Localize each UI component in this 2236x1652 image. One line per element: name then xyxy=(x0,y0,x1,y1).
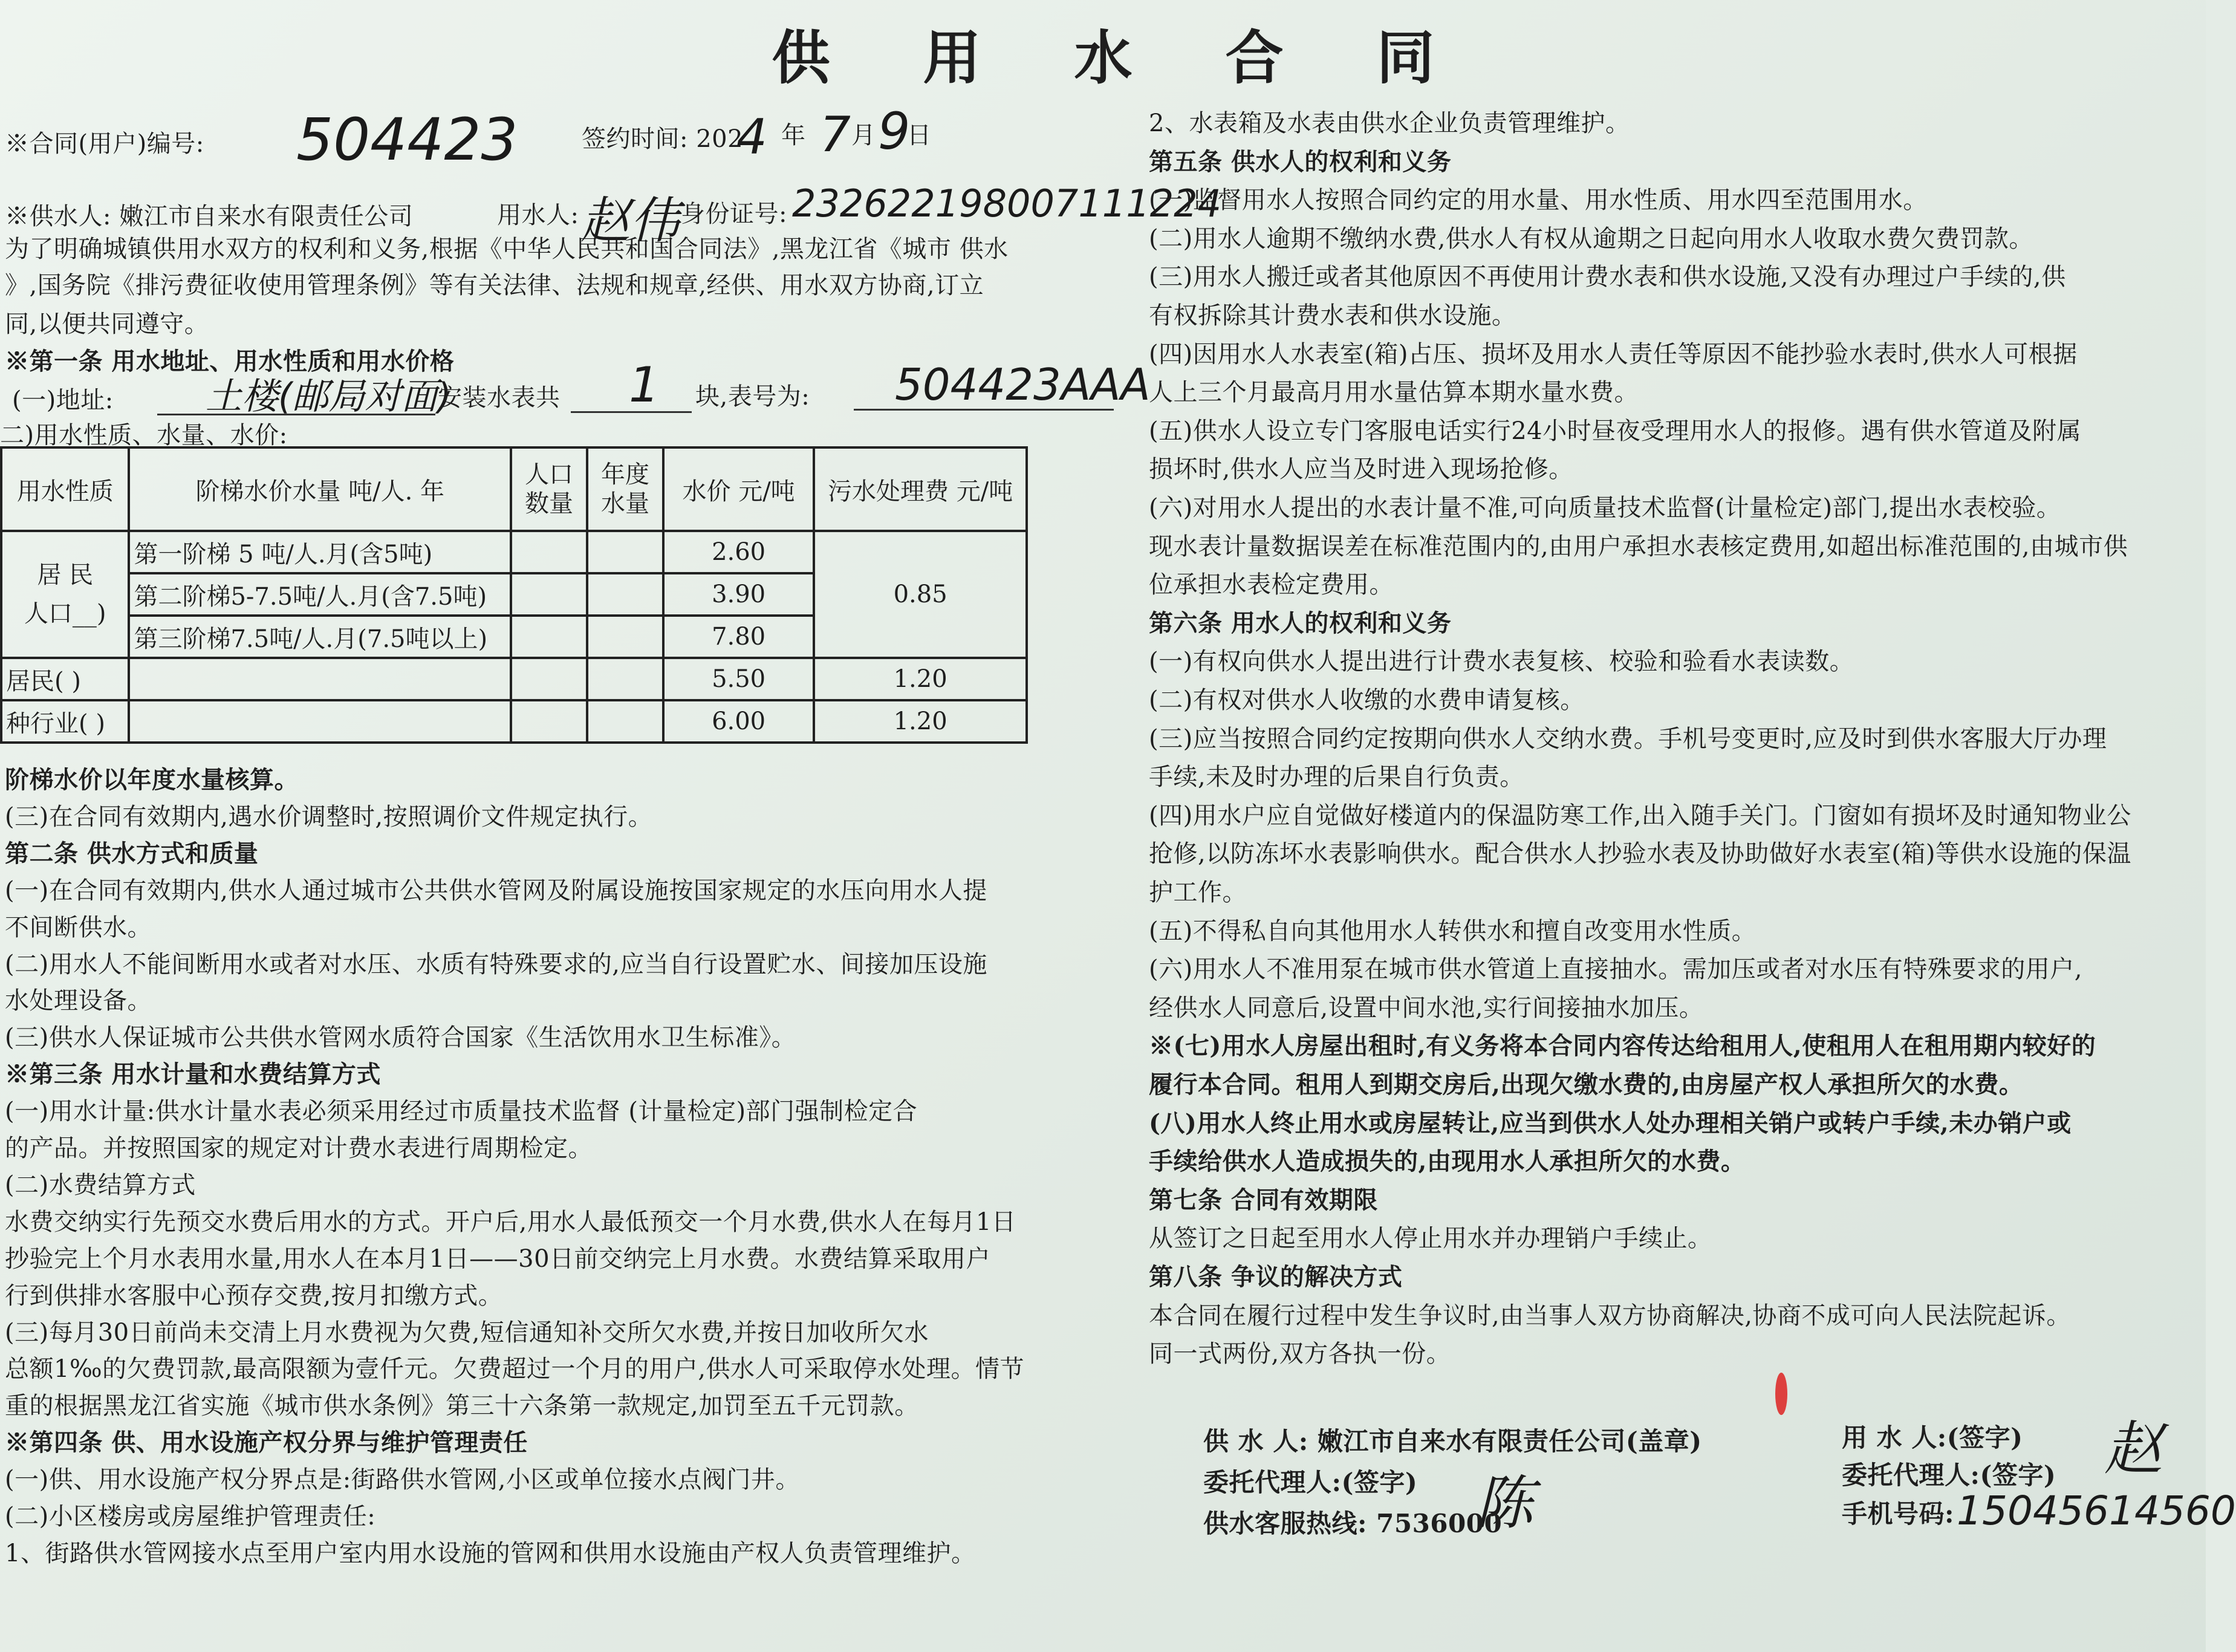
title-char: 合 xyxy=(1225,24,1284,92)
text-line: (一)供、用水设施产权分界点是:街路供水管网,小区或单位接水点阀门井。 xyxy=(5,1466,800,1494)
title-char: 用 xyxy=(923,24,982,92)
header-cell: 年度 水量 xyxy=(587,447,663,531)
text-line: (四)因用水人水表室(箱)占压、损坏及用水人责任等原因不能抄验水表时,供水人可根据 xyxy=(1149,340,2078,368)
tier-label xyxy=(129,700,511,743)
sign-month: 7 xyxy=(820,106,851,163)
text-line: 护工作。 xyxy=(1149,879,1247,906)
text-line: 抄验完上个月水表用水量,用水人在本月1日——30日前交纳完上月水费。水费结算采取用户 xyxy=(5,1244,991,1273)
title-char: 水 xyxy=(1074,24,1133,92)
title-char: 供 xyxy=(772,24,831,92)
population-cell xyxy=(511,616,587,658)
text-line: (三)用水人搬迁或者其他原因不再使用计费水表和供水设施,又没有办理过户手续的,供 xyxy=(1149,263,2066,291)
sewage-cell: 1.20 xyxy=(814,658,1027,700)
annual-volume-cell xyxy=(587,531,663,573)
preamble-line: 》,国务院《排污费征收使用管理条例》等有关法律、法规和规章,经供、用水双方协商,订立 xyxy=(5,272,984,299)
text-line: (六)用水人不准用泵在城市供水管道上直接抽水。需加压或者对水压有特殊要求的用户, xyxy=(1149,955,2082,984)
red-seal-mark xyxy=(1775,1373,1787,1415)
meter-count-handwritten: 1 xyxy=(629,357,660,413)
text-line: (二)有权对供水人收缴的水费申请复核。 xyxy=(1149,686,1585,714)
text-line: 经供水人同意后,设置中间水池,实行间接抽水加压。 xyxy=(1149,993,1704,1022)
section-heading: 第五条 供水人的权利和义务 xyxy=(1149,147,1452,176)
text-line: (四)用水户应自觉做好楼道内的保温防寒工作,出入随手关门。门窗如有损坏及时通知物业公 xyxy=(1149,801,2131,830)
text-line: (二)小区楼房或房屋维护管理责任: xyxy=(5,1503,376,1530)
phone-handwritten: 15045614560 xyxy=(1957,1488,2236,1534)
supplier-signature-line: 供 水 人: 嫩江市自来水有限责任公司(盖章) xyxy=(1203,1426,1702,1456)
annual-volume-cell xyxy=(587,658,663,700)
population-cell xyxy=(511,573,587,616)
price-cell: 3.90 xyxy=(663,573,814,616)
text-line: 总额1‰的欠费罚款,最高限额为壹仟元。欠费超过一个月的用户,供水人可采取停水处理。情节 xyxy=(5,1355,1025,1384)
preamble-line: 为了明确城镇供用水双方的权利和义务,根据《中华人民共和国合同法》,黑龙江省《城市 供水 xyxy=(5,235,1009,263)
price-cell: 2.60 xyxy=(663,531,814,573)
section-heading: 阶梯水价以年度水量核算。 xyxy=(5,766,299,794)
text-line: 本合同在履行过程中发生争议时,由当事人双方协商解决,协商不成可向人民法院起诉。 xyxy=(1149,1301,2071,1330)
user-agent-label: 委托代理人:(签字) xyxy=(1842,1460,2056,1490)
title-char: 同 xyxy=(1376,24,1435,92)
table-row xyxy=(1,700,1027,743)
text-line: 2、水表箱及水表由供水企业负责管理维护。 xyxy=(1149,109,1630,137)
user-signature-label: 用 水 人:(签字) xyxy=(1842,1423,2023,1452)
text-line: (六)对用水人提出的水表计量不准,可向质量技术监督(计量检定)部门,提出水表校验。 xyxy=(1149,494,2061,522)
text-line: 抢修,以防冻坏水表影响供水。配合供水人抄验水表及协助做好水表室(箱)等供水设施的保温 xyxy=(1149,840,2131,868)
water-rate-table xyxy=(0,446,1028,744)
supplier-line: ※供水人: 嫩江市自来水有限责任公司 xyxy=(5,203,414,230)
text-line: 同一式两份,双方各执一份。 xyxy=(1149,1340,1451,1368)
table-row xyxy=(1,658,1027,700)
text-line: (一)监督用水人按照合同约定的用水量、用水性质、用水四至范围用水。 xyxy=(1149,186,1928,215)
meter-no-label: 块,表号为: xyxy=(695,383,810,411)
annual-volume-cell xyxy=(587,700,663,743)
supplier-agent-signature: 陈 xyxy=(1475,1469,1533,1537)
user-name-handwritten: 赵伟 xyxy=(580,192,680,250)
month-label: 月 xyxy=(851,122,876,149)
price-cell: 7.80 xyxy=(663,616,814,658)
user-label: 用水人: xyxy=(497,201,579,229)
section-heading: 履行本合同。租用人到期交房后,出现欠缴水费的,由房屋产权人承担所欠的水费。 xyxy=(1149,1070,2024,1099)
meter-no-handwritten: 504423AAA xyxy=(895,359,1151,410)
contract-no-label: ※合同(用户)编号: xyxy=(5,130,204,158)
sign-year-digit: 4 xyxy=(736,109,767,165)
annual-volume-cell xyxy=(587,573,663,616)
header-cell: 人口 数量 xyxy=(511,447,587,531)
text-line: 从签订之日起至用水人停止用水并办理销户手续止。 xyxy=(1149,1224,1712,1253)
item-2-label: 二)用水性质、水量、水价: xyxy=(0,421,288,449)
year-label: 年 xyxy=(781,122,806,149)
text-line: 手续,未及时办理的后果自行负责。 xyxy=(1149,763,1524,792)
tier-label: 第一阶梯 5 吨/人.月(含5吨) xyxy=(129,531,511,573)
section-heading: 第六条 用水人的权利和义务 xyxy=(1149,608,1452,637)
text-line: (五)供水人设立专门客服电话实行24小时昼夜受理用水人的报修。遇有供水管道及附属 xyxy=(1149,417,2082,445)
address-handwritten: 土楼(邮局对面) xyxy=(206,376,452,418)
category-label: 种行业( ) xyxy=(1,700,129,743)
header-cell: 污水处理费 元/吨 xyxy=(814,447,1027,531)
contract-no-handwritten: 504423 xyxy=(296,106,518,174)
text-line: 水处理设备。 xyxy=(5,987,152,1015)
annual-volume-cell xyxy=(587,616,663,658)
section-heading: ※第四条 供、用水设施产权分界与维护管理责任 xyxy=(5,1428,528,1457)
category-label: 居民( ) xyxy=(1,658,129,700)
tier-label: 第二阶梯5-7.5吨/人.月(含7.5吨) xyxy=(129,573,511,616)
supplier-agent-label: 委托代理人:(签字) xyxy=(1203,1468,1418,1497)
text-line: 行到供排水客服中心预存交费,按月扣缴方式。 xyxy=(5,1281,503,1310)
section-heading: ※第三条 用水计量和水费结算方式 xyxy=(5,1060,381,1089)
text-line: 重的根据黑龙江省实施《城市供水条例》第三十六条第一款规定,加罚至五千元罚款。 xyxy=(5,1392,919,1420)
price-cell: 6.00 xyxy=(663,700,814,743)
section-heading: 手续给供水人造成损失的,由现用水人承担所欠的水费。 xyxy=(1149,1147,1746,1176)
sewage-cell: 0.85 xyxy=(814,531,1027,658)
section-heading: 第八条 争议的解决方式 xyxy=(1149,1263,1403,1291)
text-line: 水费交纳实行先预交水费后用水的方式。开户后,用水人最低预交一个月水费,供水人在每月1日 xyxy=(5,1208,1016,1236)
tier-label: 第三阶梯7.5吨/人.月(7.5吨以上) xyxy=(129,616,511,658)
tier-label xyxy=(129,658,511,700)
header-cell: 用水性质 xyxy=(1,447,129,531)
text-line: 位承担水表检定费用。 xyxy=(1149,571,1394,599)
section-heading: ※(七)用水人房屋出租时,有义务将本合同内容传达给租用人,使租用人在租用期内较好的 xyxy=(1149,1032,2096,1061)
id-label: 身份证号: xyxy=(681,200,787,228)
section-heading: 第七条 合同有效期限 xyxy=(1149,1185,1378,1214)
resident-cell: 居 民 人口__) xyxy=(1,531,129,658)
text-line: (三)每月30日前尚未交清上月水费视为欠费,短信通知补交所欠水费,并按日加收所欠水 xyxy=(5,1318,929,1347)
text-line: (二)用水人不能间断用水或者对水压、水质有特殊要求的,应当自行设置贮水、间接加压设施 xyxy=(5,950,987,978)
service-hotline: 供水客服热线: 7536000 xyxy=(1203,1509,1503,1538)
population-cell xyxy=(511,700,587,743)
text-line: (三)应当按照合同约定按期向供水人交纳水费。手机号变更时,应及时到供水客服大厅办理 xyxy=(1149,724,2107,753)
text-line: (二)水费结算方式 xyxy=(5,1171,196,1199)
table-row xyxy=(1,531,1027,573)
text-line: 不间断供水。 xyxy=(5,913,152,941)
header-cell: 阶梯水价水量 吨/人. 年 xyxy=(129,447,511,531)
text-line: (一)有权向供水人提出进行计费水表复核、校验和验看水表读数。 xyxy=(1149,648,1854,676)
text-line: (一)在合同有效期内,供水人通过城市公共供水管网及附属设施按国家规定的水压向用水人提 xyxy=(5,876,987,905)
preamble-line: 同,以便共同遵守。 xyxy=(5,310,209,338)
user-signature: 赵 xyxy=(2104,1415,2162,1483)
text-line: (五)不得私自向其他用水人转供水和擅自改变用水性质。 xyxy=(1149,917,1757,945)
section-heading: 第二条 供水方式和质量 xyxy=(5,839,259,868)
sewage-cell: 1.20 xyxy=(814,700,1027,743)
address-label: (一)地址: xyxy=(12,386,114,414)
article-1-heading: ※第一条 用水地址、用水性质和用水价格 xyxy=(5,347,455,376)
population-cell xyxy=(511,531,587,573)
text-line: 1、街路供水管网接水点至用户室内用水设施的管网和供用水设施由产权人负责管理维护。 xyxy=(5,1539,976,1567)
day-label: 日 xyxy=(907,122,932,149)
table-header-row xyxy=(1,447,1027,531)
meters-label: 安装水表共 xyxy=(438,384,561,412)
text-line: 有权拆除其计费水表和供水设施。 xyxy=(1149,302,1516,330)
id-no-handwritten: 232622198007111224 xyxy=(792,181,1222,226)
text-line: 人上三个月最高月用水量估算本期水量水费。 xyxy=(1149,379,1639,407)
text-line: 现水表计量数据误差在标准范围内的,由用户承担水表核定费用,如超出标准范围的,由城市供 xyxy=(1149,532,2128,561)
header-cell: 水价 元/吨 xyxy=(663,447,814,531)
text-line: 损坏时,供水人应当及时进入现场抢修。 xyxy=(1149,455,1573,484)
document-title xyxy=(726,12,1481,95)
text-line: 的产品。并按照国家的规定对计费水表进行周期检定。 xyxy=(5,1134,593,1162)
phone-label: 手机号码: xyxy=(1842,1499,1955,1529)
text-line: (三)供水人保证城市公共供水管网水质符合国家《生活饮用水卫生标准》。 xyxy=(5,1024,796,1052)
text-line: (三)在合同有效期内,遇水价调整时,按照调价文件规定执行。 xyxy=(5,802,653,831)
population-cell xyxy=(511,658,587,700)
text-line: (二)用水人逾期不缴纳水费,供水人有权从逾期之日起向用水人收取水费欠费罚款。 xyxy=(1149,224,2033,253)
sign-day: 9 xyxy=(878,102,911,161)
text-line: (一)用水计量:供水计量水表必须采用经过市质量技术监督 (计量检定)部门强制检定合 xyxy=(5,1098,918,1126)
section-heading: (八)用水人终止用水或房屋转让,应当到供水人处办理相关销户或转户手续,未办销户或 xyxy=(1149,1108,2072,1137)
sign-time-label: 签约时间: 202 xyxy=(582,125,744,153)
price-cell: 5.50 xyxy=(663,658,814,700)
